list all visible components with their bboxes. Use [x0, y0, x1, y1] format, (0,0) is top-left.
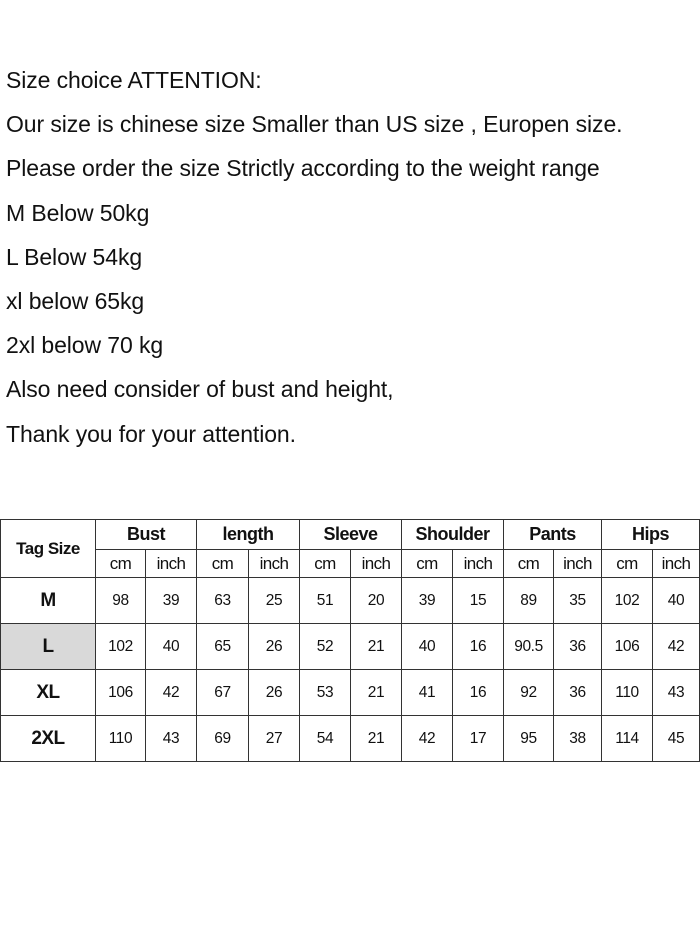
value-cell: 92 [504, 670, 554, 716]
value-cell: 21 [351, 670, 402, 716]
value-cell: 52 [300, 624, 351, 670]
value-cell: 26 [249, 670, 300, 716]
value-cell: 21 [351, 716, 402, 762]
value-cell: 42 [402, 716, 453, 762]
value-cell: 106 [602, 624, 653, 670]
size-notice [6, 58, 700, 456]
value-cell: 63 [197, 578, 249, 624]
value-cell: 51 [300, 578, 351, 624]
value-cell: 98 [96, 578, 146, 624]
shoulder-header: Shoulder [402, 520, 504, 550]
shoulder-cm-header: cm [402, 550, 453, 578]
value-cell: 36 [554, 624, 602, 670]
notice-line-bust-height: Also need consider of bust and height, [6, 376, 394, 403]
tag-size-cell: 2XL [1, 716, 96, 762]
value-cell: 21 [351, 624, 402, 670]
notice-line-thanks: Thank you for your attention. [6, 420, 296, 447]
value-cell: 17 [453, 716, 504, 762]
table-unit-header-row [1, 550, 700, 578]
notice-line-xl-weight: xl below 65kg [6, 287, 145, 314]
value-cell: 35 [554, 578, 602, 624]
length-inch-header: inch [249, 550, 300, 578]
hips-cm-header: cm [602, 550, 653, 578]
value-cell: 90.5 [504, 624, 554, 670]
tag-size-header: Tag Size [1, 520, 96, 578]
hips-inch-header: inch [653, 550, 700, 578]
table-group-header-row [1, 520, 700, 550]
sleeve-cm-header: cm [300, 550, 351, 578]
value-cell: 110 [602, 670, 653, 716]
value-cell: 40 [146, 624, 197, 670]
table-row [1, 624, 700, 670]
length-header: length [197, 520, 300, 550]
table-row [1, 578, 700, 624]
notice-title: Size choice ATTENTION: [6, 67, 262, 93]
pants-cm-header: cm [504, 550, 554, 578]
sleeve-inch-header: inch [351, 550, 402, 578]
value-cell: 45 [653, 716, 700, 762]
value-cell: 40 [402, 624, 453, 670]
value-cell: 26 [249, 624, 300, 670]
table-row [1, 716, 700, 762]
bust-cm-header: cm [96, 550, 146, 578]
tag-size-cell: M [1, 578, 96, 624]
value-cell: 89 [504, 578, 554, 624]
notice-line-order-instruction: Please order the size Strictly according to the weight range [6, 155, 600, 182]
tag-size-cell: L [1, 624, 96, 670]
value-cell: 20 [351, 578, 402, 624]
length-cm-header: cm [197, 550, 249, 578]
value-cell: 36 [554, 670, 602, 716]
value-cell: 40 [653, 578, 700, 624]
value-cell: 43 [653, 670, 700, 716]
pants-inch-header: inch [554, 550, 602, 578]
value-cell: 43 [146, 716, 197, 762]
value-cell: 16 [453, 670, 504, 716]
bust-inch-header: inch [146, 550, 197, 578]
tag-size-cell: XL [1, 670, 96, 716]
notice-line-l-weight: L Below 54kg [6, 243, 143, 270]
value-cell: 38 [554, 716, 602, 762]
size-chart-table [0, 519, 700, 762]
value-cell: 69 [197, 716, 249, 762]
pants-header: Pants [504, 520, 602, 550]
value-cell: 54 [300, 716, 351, 762]
bust-header: Bust [96, 520, 197, 550]
value-cell: 53 [300, 670, 351, 716]
value-cell: 15 [453, 578, 504, 624]
notice-line-m-weight: M Below 50kg [6, 199, 150, 226]
sleeve-header: Sleeve [300, 520, 402, 550]
value-cell: 95 [504, 716, 554, 762]
value-cell: 110 [96, 716, 146, 762]
value-cell: 102 [602, 578, 653, 624]
notice-line-2xl-weight: 2xl below 70 kg [6, 332, 164, 359]
shoulder-inch-header: inch [453, 550, 504, 578]
value-cell: 42 [653, 624, 700, 670]
value-cell: 16 [453, 624, 504, 670]
value-cell: 102 [96, 624, 146, 670]
value-cell: 65 [197, 624, 249, 670]
notice-line-size-comparison: Our size is chinese size Smaller than US size , Europen size. [6, 111, 623, 138]
value-cell: 67 [197, 670, 249, 716]
table-row [1, 670, 700, 716]
hips-header: Hips [602, 520, 700, 550]
value-cell: 114 [602, 716, 653, 762]
value-cell: 106 [96, 670, 146, 716]
value-cell: 25 [249, 578, 300, 624]
value-cell: 39 [402, 578, 453, 624]
value-cell: 41 [402, 670, 453, 716]
value-cell: 27 [249, 716, 300, 762]
value-cell: 39 [146, 578, 197, 624]
value-cell: 42 [146, 670, 197, 716]
